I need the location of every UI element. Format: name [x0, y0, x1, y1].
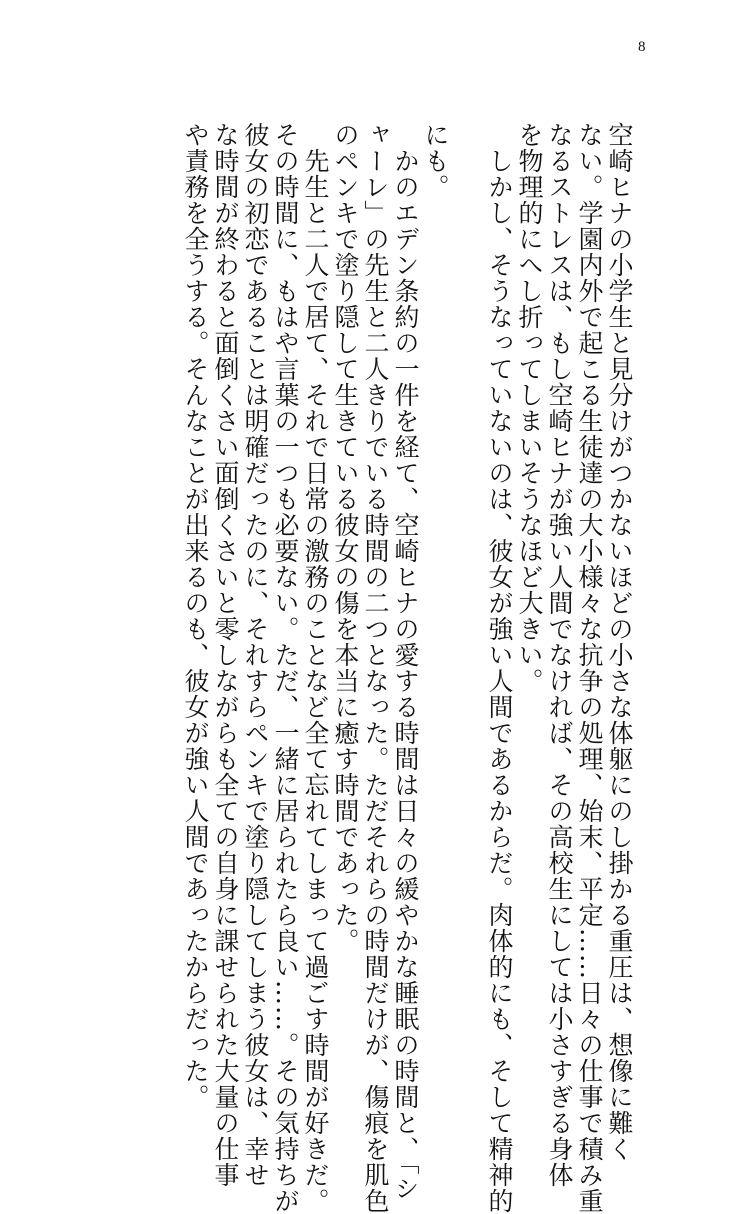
- text-line: や責務を全うする。そんなことが出来るのも、彼女が強い人間であったからだった。: [181, 122, 210, 1110]
- text-line: なるストレスは、もし空崎ヒナが強い人間でなければ、その高校生にしては小さすぎる身体: [545, 122, 574, 1188]
- text-line: を物理的にへし折ってしまいそうなほど大きい。: [515, 122, 544, 694]
- text-line: しかし、そうなっていないのは、彼女が強い人間であるからだ。肉体的にも、そして精神的: [485, 122, 514, 1214]
- text-line: のペンキで塗り隠して生きている彼女の傷を本当に癒す時間であった。: [331, 122, 360, 954]
- text-line: ャーレ」の先生と二人きりでいる時間の二つとなった。ただそれらの時間だけが、傷痕を肌色: [361, 122, 390, 1214]
- text-line: な時間が終わると面倒くさい面倒くさいと零しながらも全ての自身に課せられた大量の仕事: [211, 122, 240, 1188]
- text-line: にも。: [421, 122, 450, 200]
- page-number: 8: [638, 39, 646, 55]
- text-line: ない。学園内外で起こる生徒達の大小様々な抗争の処理、始末、平定……日々の仕事で積み重: [575, 122, 604, 1214]
- text-line: その時間に、もはや言葉の一つも必要ない。ただ、一緒に居られたら良い……。その気持ちが: [271, 122, 300, 1214]
- text-line: かのエデン条約の一件を経て、空崎ヒナの愛する時間は日々の緩やかな睡眠の時間と、「シ: [391, 122, 420, 1202]
- body-text: [180, 122, 634, 1214]
- text-line: 先生と二人で居て、それで日常の激務のことなど全て忘れてしまって過ごす時間が好きだ。: [301, 122, 330, 1214]
- text-line: 彼女の初恋であることは明確だったのに、それすらペンキで塗り隠してしまう彼女は、幸せ: [241, 122, 270, 1188]
- text-line: 空崎ヒナの小学生と見分けがつかないほどの小さな体躯にのし掛かる重圧は、想像に難く: [605, 122, 634, 1162]
